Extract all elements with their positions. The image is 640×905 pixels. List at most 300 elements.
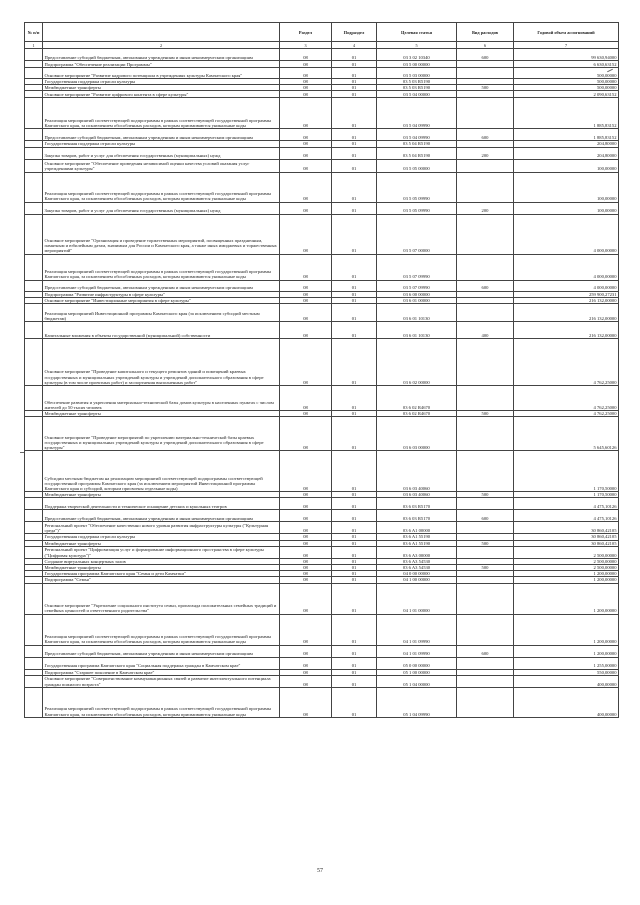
row-name: Предоставление субсидий бюджетным, автономным учреждениям и иным некоммерческим организациям (43, 49, 280, 61)
row-razdel: 08 (280, 492, 332, 498)
row-vr: 500 (457, 540, 514, 546)
table-row (25, 98, 619, 129)
row-name: Государственная программа Камчатского края "Социальная поддержка граждан в Камчатском крае" (43, 657, 280, 669)
row-number (25, 675, 43, 687)
row-razdel: 08 (280, 669, 332, 675)
row-csr: 03 6 03 40060 (377, 492, 457, 498)
row-podrazdel: 01 (332, 583, 377, 614)
row-razdel: 08 (280, 339, 332, 386)
row-podrazdel: 01 (332, 214, 377, 254)
row-vr (457, 675, 514, 687)
row-csr: 03 6 03 R5170 (377, 498, 457, 510)
row-csr: 03 5 05 09990 (377, 202, 457, 214)
table-row (25, 254, 619, 280)
row-razdel: 08 (280, 297, 332, 303)
row-name: Субсидии местным бюджетам на реализацию мероприятий соответствующей подпрограммы соответствующей государственной программы Камчатского края (за исключением мероприятий Инвестиционной программы Камчатского края и субсидий, которым присвоены отдельные коды) (43, 451, 280, 492)
row-podrazdel: 01 (332, 451, 377, 492)
row-name: Реализация мероприятий соответствующей подпрограммы в рамках соответствующей государственной программы Камчатского края, за исключением обособленных расходов, которым присваиваются уникальные коды (43, 254, 280, 280)
row-csr: 03 6 03 00000 (377, 417, 457, 451)
row-csr: 04 1 01 00000 (377, 583, 457, 614)
row-number (25, 91, 43, 98)
row-csr: 03 6 02 R4670 (377, 411, 457, 417)
row-amount: 500,00000 (514, 79, 619, 85)
row-csr: 03 5 03 R5190 (377, 85, 457, 91)
row-csr: 05 1 00 00000 (377, 669, 457, 675)
row-razdel: 08 (280, 91, 332, 98)
row-csr: 03 6 A3 54530 (377, 565, 457, 571)
row-vr (457, 254, 514, 280)
row-number (25, 522, 43, 534)
row-vr (457, 386, 514, 411)
header-podrazdel: Подраздел (332, 23, 377, 42)
row-podrazdel: 01 (332, 522, 377, 534)
row-razdel: 08 (280, 202, 332, 214)
row-razdel: 08 (280, 675, 332, 687)
row-vr (457, 657, 514, 669)
row-amount: 400,00000 (514, 675, 619, 687)
row-csr: 04 0 00 00000 (377, 571, 457, 577)
row-csr: 03 5 07 09990 (377, 280, 457, 291)
header-csr: Целевая статья (377, 23, 457, 42)
table-row (25, 129, 619, 141)
row-amount: 30 860,42105 (514, 540, 619, 546)
col-number: 2 (43, 42, 280, 49)
row-vr: 200 (457, 147, 514, 159)
row-amount: 216 132,00000 (514, 304, 619, 322)
row-razdel: 08 (280, 614, 332, 645)
row-name: Реализация мероприятий Инвестиционной программы Камчатского края (за исключением субсидий местным бюджетам) (43, 304, 280, 322)
row-vr (457, 451, 514, 492)
row-csr: 03 5 04 R5190 (377, 147, 457, 159)
row-number (25, 614, 43, 645)
row-number (25, 98, 43, 129)
row-name: Межбюджетные трансферты (43, 565, 280, 571)
row-csr: 03 5 03 00000 (377, 68, 457, 79)
row-name: Реализация мероприятий соответствующей подпрограммы в рамках соответствующей государственной программы Камчатского края, за исключением обособленных расходов, которым присваиваются уникальные коды (43, 98, 280, 129)
row-vr: 400 (457, 322, 514, 339)
row-csr: 03 6 01 10130 (377, 304, 457, 322)
row-amount: 400,00000 (514, 687, 619, 717)
row-podrazdel: 01 (332, 159, 377, 172)
table-header-row (25, 23, 619, 42)
row-csr: 03 6 02 R4670 (377, 386, 457, 411)
row-amount: 1 200,00000 (514, 614, 619, 645)
table-row (25, 675, 619, 687)
row-csr: 03 3 02 10340 (377, 49, 457, 61)
row-name: Подпрограмма "Развитие инфраструктуры в сфере культуры" (43, 291, 280, 297)
row-amount: 500,00000 (514, 68, 619, 79)
row-podrazdel: 01 (332, 304, 377, 322)
row-razdel: 08 (280, 534, 332, 540)
row-podrazdel: 01 (332, 129, 377, 141)
row-amount: 1 170,50000 (514, 492, 619, 498)
row-csr: 05 1 04 00000 (377, 675, 457, 687)
row-csr: 03 6 A1 55190 (377, 540, 457, 546)
row-razdel: 08 (280, 546, 332, 558)
row-name: Межбюджетные трансферты (43, 411, 280, 417)
table-row (25, 304, 619, 322)
row-name: Предоставление субсидий бюджетным, автономным учреждениям и иным некоммерческим организациям (43, 129, 280, 141)
row-amount: 30 860,42105 (514, 522, 619, 534)
row-name: Закупка товаров, работ и услуг для обеспечения государственных (муниципальных) нужд (43, 202, 280, 214)
row-csr: 03 5 04 09990 (377, 98, 457, 129)
row-csr: 03 5 00 00000 (377, 61, 457, 68)
row-vr: 600 (457, 510, 514, 522)
row-amount: 204,80000 (514, 147, 619, 159)
row-podrazdel: 01 (332, 675, 377, 687)
col-number: 1 (25, 42, 43, 49)
row-amount: 1 255,00000 (514, 657, 619, 669)
row-name: Предоставление субсидий бюджетным, автономным учреждениям и иным некоммерческим организациям (43, 510, 280, 522)
row-name: Предоставление субсидий бюджетным, автономным учреждениям и иным некоммерческим организациям (43, 280, 280, 291)
row-razdel: 08 (280, 254, 332, 280)
row-csr: 03 5 03 R5190 (377, 79, 457, 85)
row-razdel: 08 (280, 510, 332, 522)
table-row (25, 49, 619, 61)
row-vr (457, 214, 514, 254)
row-csr: 03 5 04 R5190 (377, 141, 457, 147)
row-vr: 500 (457, 492, 514, 498)
row-name: Межбюджетные трансферты (43, 85, 280, 91)
row-podrazdel: 01 (332, 297, 377, 303)
table-row (25, 68, 619, 79)
row-number (25, 159, 43, 172)
row-number (25, 214, 43, 254)
row-podrazdel: 01 (332, 68, 377, 79)
row-amount: 100,00000 (514, 202, 619, 214)
row-amount: 259 900,27231 (514, 291, 619, 297)
row-razdel: 08 (280, 214, 332, 254)
row-podrazdel: 01 (332, 79, 377, 85)
row-amount: 2 500,00000 (514, 565, 619, 571)
row-csr: 03 6 00 00000 (377, 291, 457, 297)
row-razdel: 08 (280, 49, 332, 61)
row-name: Государственная поддержка отрасли культуры (43, 79, 280, 85)
row-podrazdel: 01 (332, 534, 377, 540)
table-body (25, 49, 619, 718)
row-amount: 216 132,00000 (514, 322, 619, 339)
row-podrazdel: 01 (332, 291, 377, 297)
row-amount: 4 000,00000 (514, 280, 619, 291)
table-row (25, 214, 619, 254)
row-razdel: 08 (280, 417, 332, 451)
table-row (25, 386, 619, 411)
row-razdel: 08 (280, 85, 332, 91)
row-name: Региональный проект "Обеспечение качественно нового уровня развития инфраструктуры культуры ("Культурная среда")" (43, 522, 280, 534)
row-razdel: 08 (280, 291, 332, 297)
row-amount: 4 000,00000 (514, 214, 619, 254)
col-number: 7 (514, 42, 619, 49)
row-razdel: 08 (280, 522, 332, 534)
row-vr: 600 (457, 645, 514, 657)
row-name: Реализация мероприятий соответствующей подпрограммы в рамках соответствующей государственной программы Камчатского края, за исключением обособленных расходов, которым присваиваются уникальные коды (43, 172, 280, 202)
row-razdel: 08 (280, 571, 332, 577)
row-name: Основное мероприятие "Проведение мероприятий по укреплению материально-технической базы краевых государственных и муниципальных учреждений культуры и учреждений дополнительного образования в сфере культуры" (43, 417, 280, 451)
row-podrazdel: 01 (332, 577, 377, 583)
margin-mark (20, 452, 24, 453)
row-razdel: 08 (280, 565, 332, 571)
row-podrazdel: 01 (332, 540, 377, 546)
row-number (25, 61, 43, 68)
row-name: Закупка товаров, работ и услуг для обеспечения государственных (муниципальных) нужд (43, 147, 280, 159)
row-csr: 03 6 01 10130 (377, 322, 457, 339)
row-amount: 6 630,63152 (514, 61, 619, 68)
row-number (25, 687, 43, 717)
row-podrazdel: 01 (332, 417, 377, 451)
row-razdel: 08 (280, 141, 332, 147)
header-name (43, 23, 280, 42)
row-razdel: 08 (280, 687, 332, 717)
row-number (25, 510, 43, 522)
row-vr (457, 159, 514, 172)
budget-table (24, 22, 619, 718)
row-podrazdel: 01 (332, 571, 377, 577)
row-name: Реализация мероприятий соответствующей подпрограммы в рамках соответствующей государственной программы Камчатского края, за исключением обособленных расходов, которым присваиваются уникальные коды (43, 614, 280, 645)
row-csr: 05 0 00 00000 (377, 657, 457, 669)
row-razdel: 08 (280, 172, 332, 202)
row-razdel: 08 (280, 147, 332, 159)
row-amount: 1 885,83152 (514, 129, 619, 141)
row-name: Государственная поддержка отрасли культуры (43, 141, 280, 147)
table-row (25, 583, 619, 614)
row-amount: 1 200,00000 (514, 645, 619, 657)
row-csr: 03 5 05 00000 (377, 159, 457, 172)
row-vr: 600 (457, 280, 514, 291)
row-razdel: 08 (280, 129, 332, 141)
row-podrazdel: 01 (332, 172, 377, 202)
row-csr: 03 6 03 40060 (377, 451, 457, 492)
row-amount: 4 762,25000 (514, 411, 619, 417)
row-podrazdel: 01 (332, 669, 377, 675)
row-amount: 5 645,60126 (514, 417, 619, 451)
row-name: Региональный проект "Цифровизация услуг и формирование информационного пространства в сфере культуры ("Цифровая культура")" (43, 546, 280, 558)
row-name: Предоставление субсидий бюджетным, автономным учреждениям и иным некоммерческим организациям (43, 645, 280, 657)
row-number (25, 583, 43, 614)
row-razdel: 08 (280, 583, 332, 614)
row-podrazdel: 01 (332, 411, 377, 417)
row-number (25, 451, 43, 492)
header-num: № п/п (25, 23, 43, 42)
row-amount: 100,00000 (514, 159, 619, 172)
table-row (25, 510, 619, 522)
row-csr: 03 6 01 00000 (377, 297, 457, 303)
row-amount: 2 090,63152 (514, 91, 619, 98)
row-csr: 03 6 A3 00000 (377, 546, 457, 558)
row-number (25, 129, 43, 141)
row-csr: 03 5 07 09990 (377, 254, 457, 280)
row-name: Основное мероприятие "Обеспечение проведения независимой оценки качества условий оказания услуг учреждениями культуры" (43, 159, 280, 172)
row-vr (457, 61, 514, 68)
row-name: Основное мероприятие "Развитие цифрового контента в сфере культуры" (43, 91, 280, 98)
row-podrazdel: 01 (332, 657, 377, 669)
row-number (25, 68, 43, 79)
row-amount: 550,00000 (514, 669, 619, 675)
table-row (25, 657, 619, 669)
row-podrazdel: 01 (332, 147, 377, 159)
row-number (25, 172, 43, 202)
row-name: Межбюджетные трансферты (43, 492, 280, 498)
row-podrazdel: 01 (332, 141, 377, 147)
row-number (25, 386, 43, 411)
row-vr (457, 91, 514, 98)
row-name: Создание виртуальных концертных залов (43, 558, 280, 564)
col-number: 6 (457, 42, 514, 49)
row-vr (457, 583, 514, 614)
row-amount: 4 762,25000 (514, 386, 619, 411)
row-razdel: 08 (280, 322, 332, 339)
row-podrazdel: 01 (332, 558, 377, 564)
row-number (25, 339, 43, 386)
row-name: Капитальные вложения в объекты государственной (муниципальной) собственности (43, 322, 280, 339)
row-number (25, 546, 43, 558)
row-razdel: 08 (280, 645, 332, 657)
row-number (25, 280, 43, 291)
row-razdel: 08 (280, 386, 332, 411)
row-name: Основное мероприятие "Проведение капитального и текущего ремонтов зданий и помещений краевых государственных и муниципальных учреждений культуры и учреждений дополнительного образования в сфере культуры (в том числе проектных работ) и заспортнения выполненных работ" (43, 339, 280, 386)
row-name: Межбюджетные трансферты (43, 540, 280, 546)
table-row (25, 280, 619, 291)
row-razdel: 08 (280, 98, 332, 129)
row-amount: 4 000,00000 (514, 254, 619, 280)
row-vr (457, 687, 514, 717)
row-vr (457, 614, 514, 645)
row-amount: 4 762,25000 (514, 339, 619, 386)
row-podrazdel: 01 (332, 492, 377, 498)
row-amount: 1 200,00000 (514, 583, 619, 614)
row-vr (457, 498, 514, 510)
row-razdel: 08 (280, 498, 332, 510)
row-csr: 03 6 A1 55190 (377, 534, 457, 540)
row-podrazdel: 01 (332, 510, 377, 522)
table-row (25, 147, 619, 159)
row-number (25, 498, 43, 510)
column-number-row (25, 42, 619, 49)
row-vr (457, 522, 514, 534)
table-row (25, 159, 619, 172)
row-name: Подпрограмма "Обеспечение реализации Программы" (43, 61, 280, 68)
row-vr: 600 (457, 49, 514, 61)
row-amount: 99 630,94000 (514, 49, 619, 61)
row-razdel: 08 (280, 657, 332, 669)
row-name: Подпрограмма "Семья" (43, 577, 280, 583)
row-number (25, 645, 43, 657)
row-amount: 1 885,83152 (514, 98, 619, 129)
row-name: Основное мероприятие "Развитие кадрового потенциала в учреждениях культуры Камчатского края" (43, 68, 280, 79)
page-number: 57 (317, 868, 323, 874)
row-podrazdel: 01 (332, 498, 377, 510)
row-podrazdel: 01 (332, 322, 377, 339)
row-vr (457, 68, 514, 79)
row-vr: 500 (457, 411, 514, 417)
row-number (25, 254, 43, 280)
row-vr (457, 304, 514, 322)
header-amount: Годовой объем ассигнований (514, 23, 619, 42)
row-csr: 03 6 A3 54530 (377, 558, 457, 564)
row-name: Реализация мероприятий соответствующей подпрограммы в рамках соответствующей государственной программы Камчатского края, за исключением обособленных расходов, которым присваиваются уникальные коды (43, 687, 280, 717)
row-razdel: 08 (280, 304, 332, 322)
row-podrazdel: 01 (332, 91, 377, 98)
row-name: Государственная поддержка отрасли культуры (43, 534, 280, 540)
row-csr: 03 6 02 00000 (377, 339, 457, 386)
row-csr: 03 6 A1 00000 (377, 522, 457, 534)
row-razdel: 08 (280, 61, 332, 68)
row-vr (457, 98, 514, 129)
row-name: Основное мероприятие "Укрепление социального института семьи, пропаганда положительных семейных традиций и семейных ценностей и ответственного родительства" (43, 583, 280, 614)
row-number (25, 657, 43, 669)
row-number (25, 202, 43, 214)
row-podrazdel: 01 (332, 254, 377, 280)
row-podrazdel: 01 (332, 280, 377, 291)
row-name: Обеспечение развития и укрепления материально-технической базы домов культуры в населенных пунктах с числом жителей до 50 тысяч человек (43, 386, 280, 411)
row-name: Поддержка творческой деятельности и техническое оснащение детских и кукольных театров (43, 498, 280, 510)
row-number (25, 417, 43, 451)
row-name: Государственная программа Камчатского края "Семья и дети Камчатки" (43, 571, 280, 577)
row-amount: 2 500,00000 (514, 558, 619, 564)
row-razdel: 08 (280, 411, 332, 417)
row-razdel: 08 (280, 68, 332, 79)
row-number (25, 322, 43, 339)
row-podrazdel: 01 (332, 339, 377, 386)
table-row (25, 451, 619, 492)
row-name: Основное мероприятие "Инвестиционные мероприятия в сфере культуры" (43, 297, 280, 303)
row-vr: 500 (457, 565, 514, 571)
table-row (25, 687, 619, 717)
row-podrazdel: 01 (332, 85, 377, 91)
row-razdel: 08 (280, 79, 332, 85)
table-row (25, 522, 619, 534)
row-razdel: 08 (280, 540, 332, 546)
row-csr: 03 5 04 00000 (377, 91, 457, 98)
row-amount: 1 200,00000 (514, 577, 619, 583)
row-name: Подпрограмма "Старшее поколение в Камчатском крае" (43, 669, 280, 675)
table-row (25, 498, 619, 510)
row-csr: 03 5 05 09990 (377, 172, 457, 202)
row-csr: 04 1 00 00000 (377, 577, 457, 583)
row-number (25, 304, 43, 322)
row-amount: 2 500,00000 (514, 546, 619, 558)
row-podrazdel: 01 (332, 565, 377, 571)
table-row (25, 417, 619, 451)
row-number (25, 147, 43, 159)
row-vr (457, 546, 514, 558)
row-amount: 4 475,10126 (514, 510, 619, 522)
row-amount: 204,80000 (514, 141, 619, 147)
row-razdel: 08 (280, 159, 332, 172)
row-csr: 05 1 04 09990 (377, 687, 457, 717)
row-csr: 04 1 01 09990 (377, 614, 457, 645)
table-row (25, 614, 619, 645)
row-csr: 04 1 01 09990 (377, 645, 457, 657)
row-podrazdel: 01 (332, 614, 377, 645)
row-podrazdel: 01 (332, 98, 377, 129)
row-amount: 216 132,00000 (514, 297, 619, 303)
budget-table-page (24, 22, 618, 718)
table-row (25, 91, 619, 98)
table-row (25, 202, 619, 214)
row-razdel: 08 (280, 558, 332, 564)
row-vr (457, 172, 514, 202)
col-number: 4 (332, 42, 377, 49)
row-podrazdel: 01 (332, 546, 377, 558)
row-number (25, 49, 43, 61)
table-row (25, 172, 619, 202)
row-podrazdel: 01 (332, 61, 377, 68)
row-csr: 03 6 03 R5170 (377, 510, 457, 522)
row-razdel: 08 (280, 280, 332, 291)
table-row (25, 339, 619, 386)
row-podrazdel: 01 (332, 386, 377, 411)
row-vr (457, 417, 514, 451)
